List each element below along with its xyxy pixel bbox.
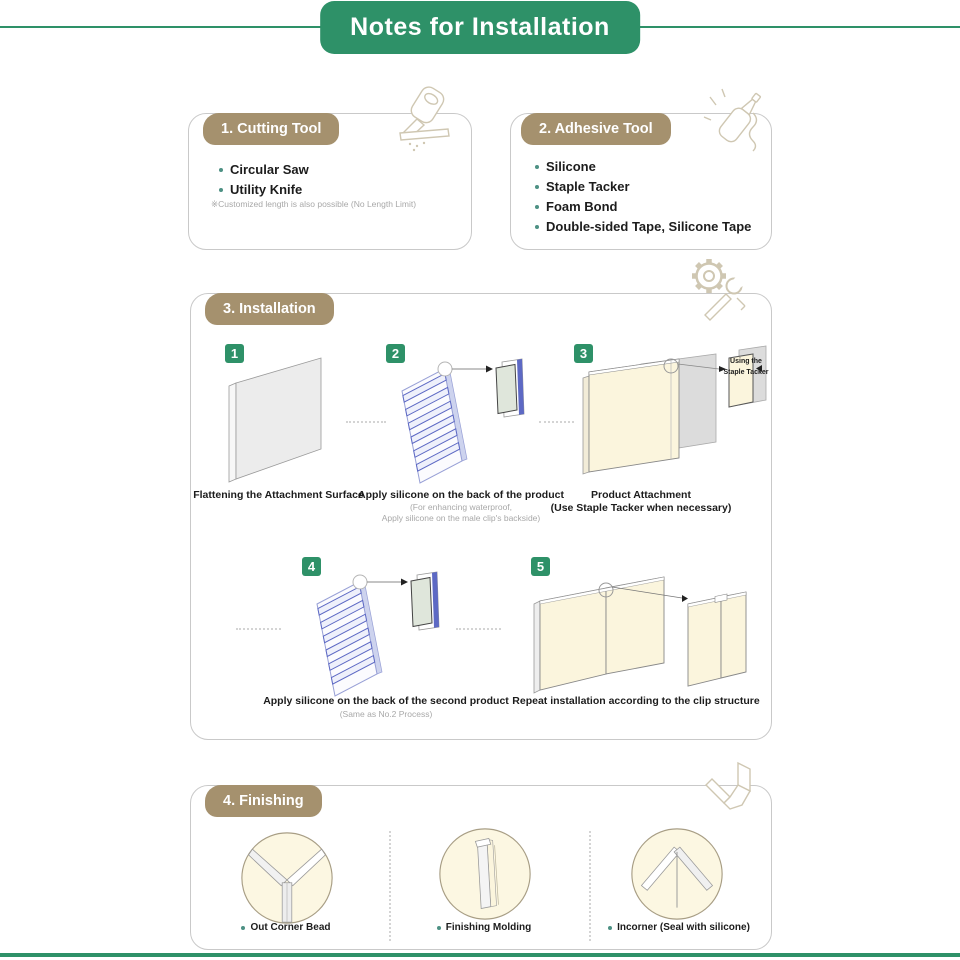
footer-rule: [0, 953, 960, 957]
step-2-subcaption-1: (For enhancing waterproof,: [409, 502, 513, 512]
bullet-icon: [608, 926, 612, 930]
section-finishing-label: 4. Finishing: [205, 785, 322, 817]
step-3-annotation: Using the Staple Tacker: [723, 358, 769, 377]
step-5-badge: 5: [531, 557, 550, 576]
list-item: [535, 219, 751, 234]
finishing-item-label: Finishing Molding: [445, 922, 532, 933]
step-1-badge: 1: [225, 344, 244, 363]
finishing-item: [589, 922, 769, 933]
step-4-subcaption: (Same as No.2 Process): [339, 709, 433, 719]
step-2-caption: Apply silicone on the back of the product: [358, 489, 564, 501]
section-finishing: [190, 785, 772, 950]
section-cutting-label: 1. Cutting Tool: [203, 113, 339, 145]
list-item: [219, 162, 309, 177]
list-item-label: Foam Bond: [546, 199, 618, 214]
step-5-diagram: [516, 562, 751, 707]
step-4-caption: Apply silicone on the back of the second product: [263, 695, 509, 707]
bullet-icon: [535, 185, 539, 189]
dotted-separator: [236, 628, 281, 630]
cutting-note: ※Customized length is also possible (No Length Limit): [211, 199, 417, 209]
step-2-badge: 2: [386, 344, 405, 363]
step-3-caption: Product Attachment: [591, 489, 691, 501]
list-item: [535, 159, 751, 174]
step-1-caption: Flattening the Attachment Surface: [193, 489, 364, 501]
dotted-separator: [456, 628, 501, 630]
list-item: [535, 199, 751, 214]
bullet-icon: [437, 926, 441, 930]
page-title: Notes for Installation: [320, 1, 640, 54]
list-item: [219, 182, 309, 197]
step-2-diagram: [374, 346, 534, 496]
bullet-icon: [535, 225, 539, 229]
finishing-item: [211, 922, 361, 933]
out-corner-bead-diagram: [239, 830, 335, 931]
bullet-icon: [535, 205, 539, 209]
section-adhesive-label: 2. Adhesive Tool: [521, 113, 671, 145]
step-3-caption-2: (Use Staple Tacker when necessary): [550, 502, 732, 514]
utility-knife-icon: [370, 86, 460, 156]
section-installation-label: 3. Installation: [205, 293, 334, 325]
step-1-diagram: [209, 346, 349, 491]
finishing-molding-diagram: [437, 826, 533, 927]
step-5-caption: Repeat installation according to the clip structure: [512, 695, 760, 707]
step-4-diagram: [289, 559, 449, 709]
list-item-label: Staple Tacker: [546, 179, 630, 194]
step-4-badge: 4: [302, 557, 321, 576]
gear-wrench-icon: [683, 256, 749, 322]
finishing-item-label: Incorner (Seal with silicone): [617, 922, 750, 933]
list-item-label: Double-sided Tape, Silicone Tape: [546, 219, 752, 234]
glue-bottle-icon: [700, 83, 775, 155]
bullet-icon: [219, 168, 223, 172]
dotted-separator: [389, 831, 391, 941]
bullet-icon: [535, 165, 539, 169]
finishing-item-label: Out Corner Bead: [250, 922, 331, 933]
adhesive-tool-list: [535, 159, 751, 239]
list-item-label: Silicone: [546, 159, 596, 174]
cutting-tool-list: [219, 162, 309, 202]
finishing-item: [409, 922, 559, 933]
step-2-subcaption-2: Apply silicone on the male clip's backside): [381, 513, 541, 523]
corner-profile-icon: [698, 755, 768, 820]
bullet-icon: [219, 188, 223, 192]
section-installation: [190, 293, 772, 740]
list-item-label: Utility Knife: [230, 182, 303, 197]
incorner-diagram: [629, 826, 725, 927]
step-3-badge: 3: [574, 344, 593, 363]
list-item: [535, 179, 751, 194]
list-item-label: Circular Saw: [230, 162, 309, 177]
bullet-icon: [241, 926, 245, 930]
